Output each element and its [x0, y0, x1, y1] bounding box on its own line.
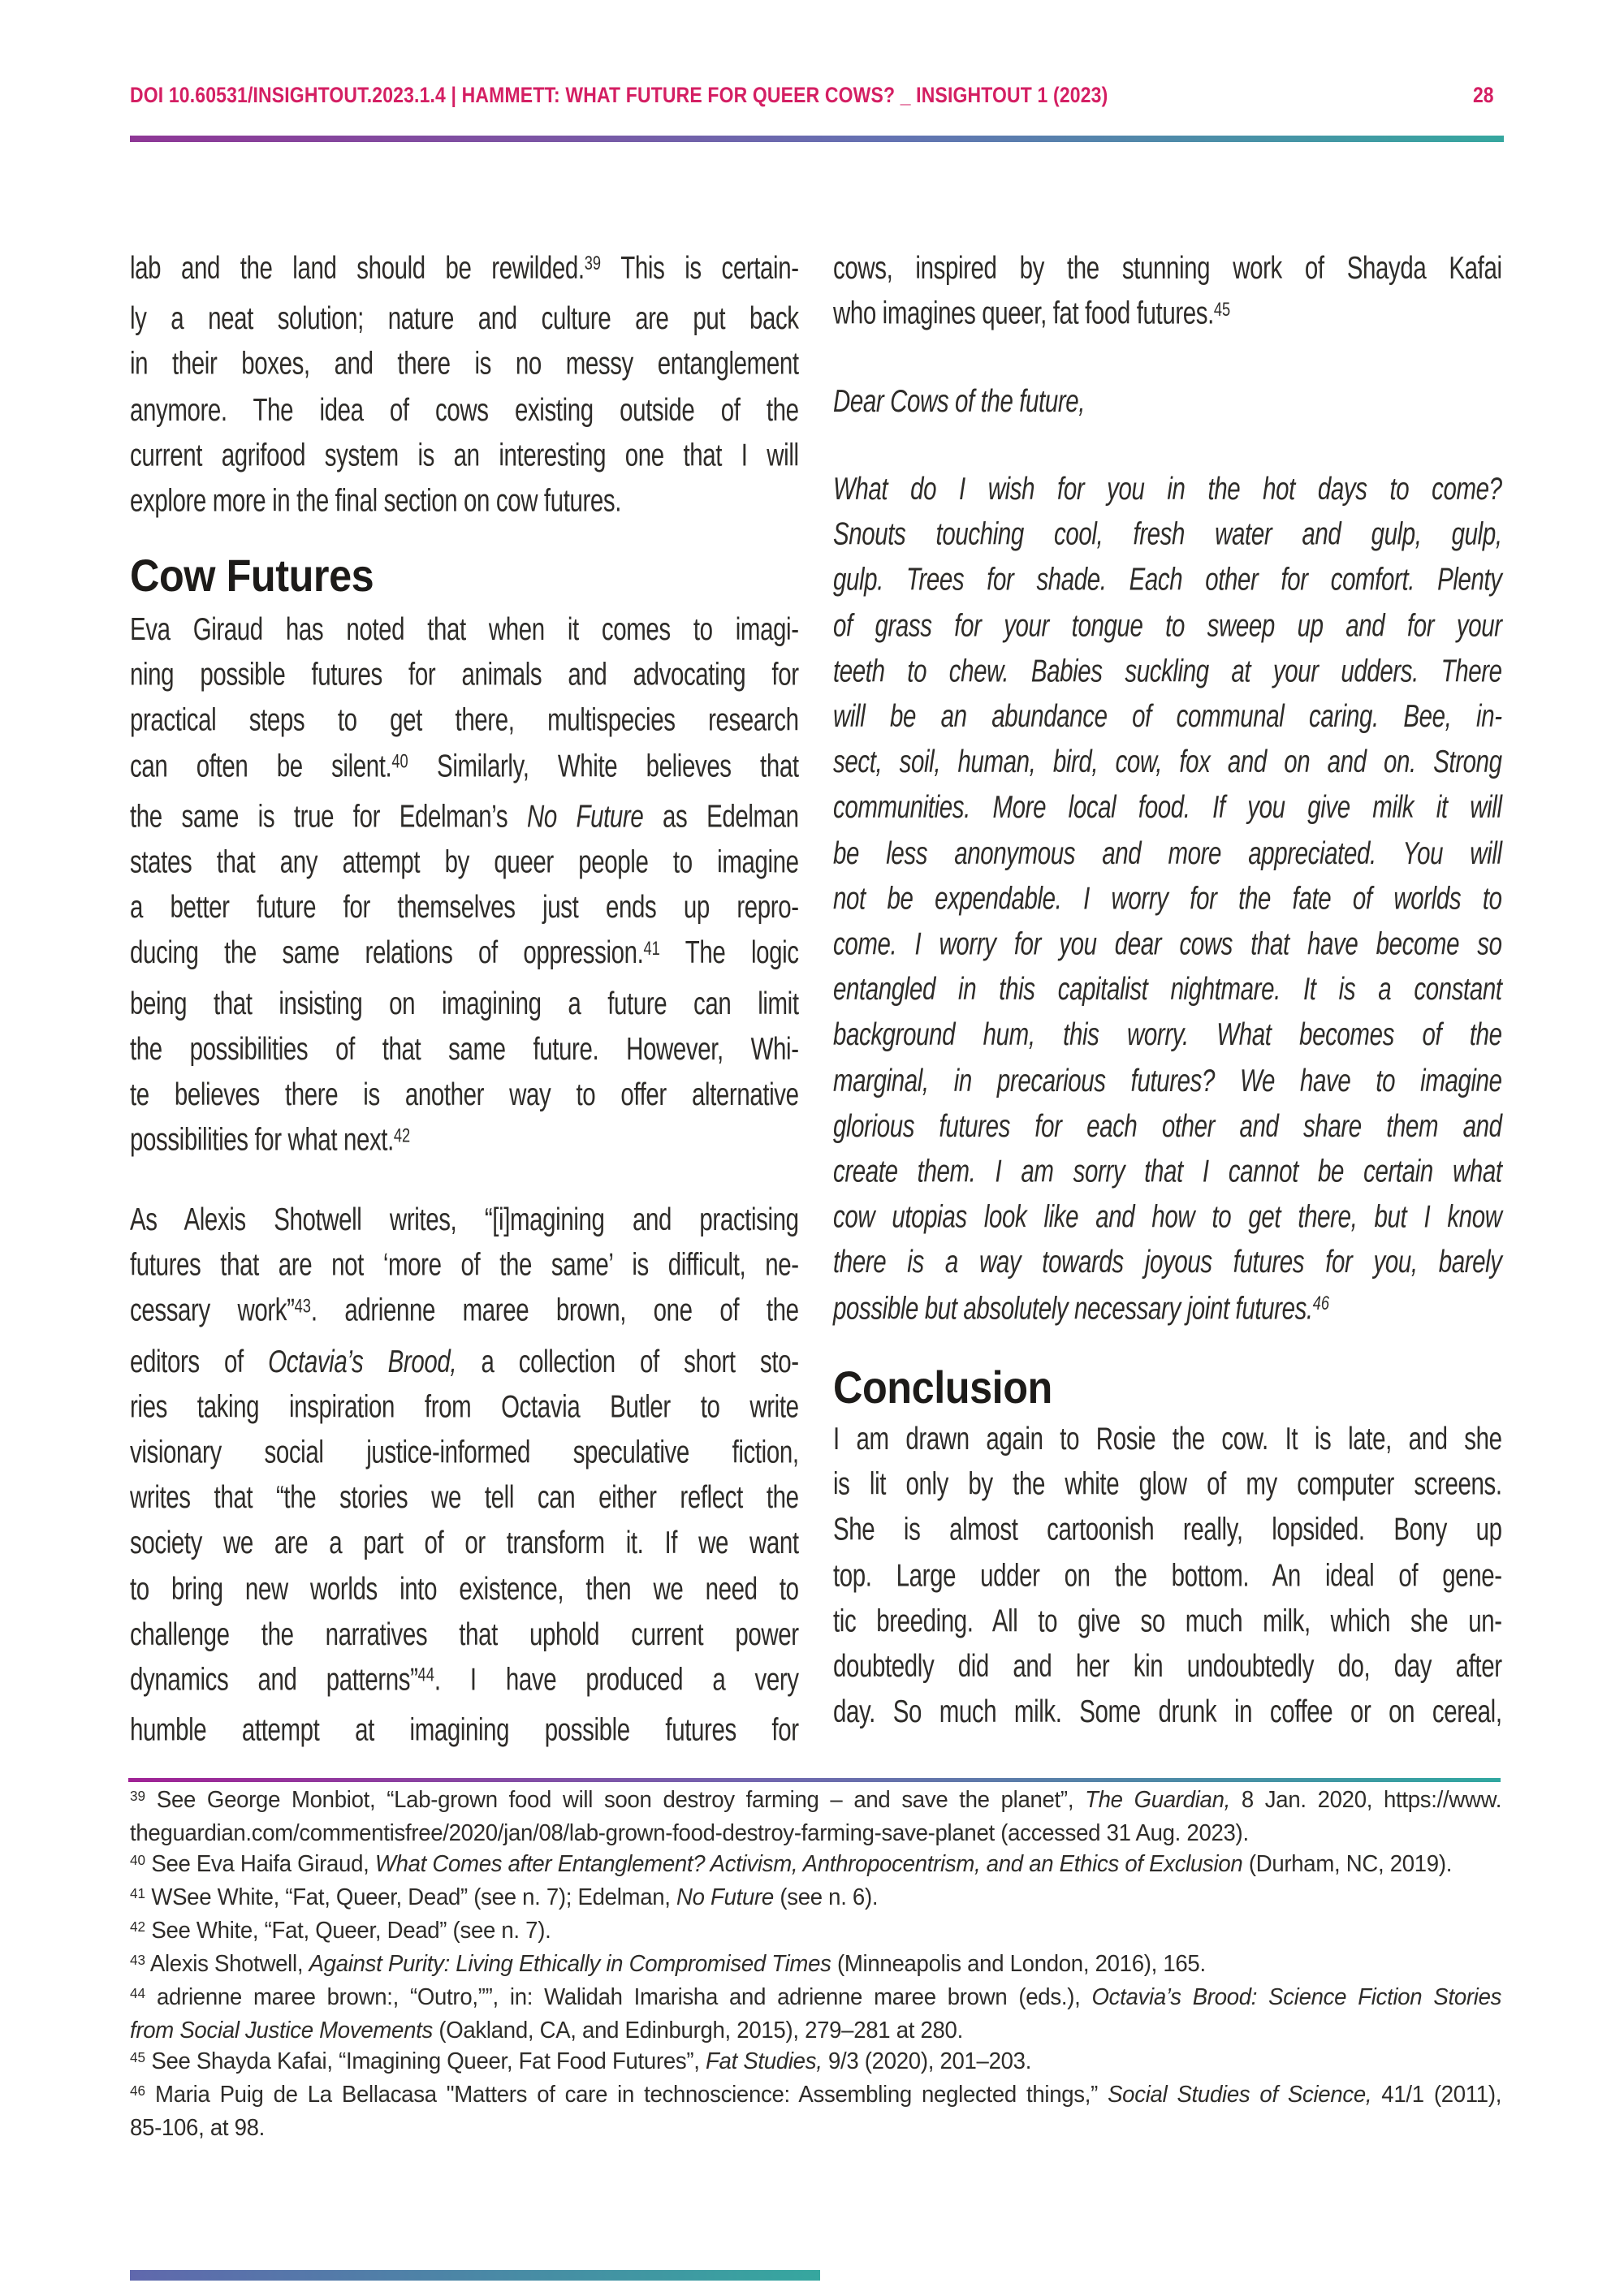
left-para-rewilded: lab and the land should be rewilded.$^{39}$ This is certain- ly a neat solution; nature and culture are put back in their boxes, and there is no messy entanglement anymore. The idea of cows existing outside of the current agrifood system is an interesting one that I will explore more in the final section on cow futures. — [130, 250, 799, 519]
right-para-cows-inspired: cows, inspired by the stunning work of Shayda Kafai who imagines queer, fat food futures.$^{45}$ — [833, 250, 1502, 331]
footnote-45: $^{45}$ See Shayda Kafai, “Imagining Queer, Fat Food Futures”, Fat Studies, 9/3 (2020), 201–203. — [130, 2048, 1032, 2074]
footnote-42: $^{42}$ See White, “Fat, Queer, Dead” (see n. 7). — [130, 1918, 551, 1944]
footnote-44: $^{44}$ adrienne maree brown:, “Outro,””, in: Walidah Imarisha and adrienne maree brown (eds.), Octavia’s Brood: Science Fiction Stories from Social Justice Movements (Oakland, CA, and Edinburgh, 2015), 279–281 at 280. — [130, 1984, 1502, 2044]
bottom-gradient-rule — [130, 2270, 820, 2281]
footnote-40: $^{40}$ See Eva Haifa Giraud, What Comes after Entanglement? Activism, Anthropocentrism, and an Ethics of Exclusion (Durham, NC, 2019). — [130, 1851, 1453, 1877]
footnote-43: $^{43}$ Alexis Shotwell, Against Purity: Living Ethically in Compromised Times (Minneapolis and London, 2016), 165. — [130, 1951, 1206, 1977]
letter-salutation-text: Dear Cows of the future, — [833, 383, 1086, 419]
footnote-46: $^{46}$ Maria Puig de La Bellacasa "Matters of care in technoscience: Assembling neglected things,” Social Studies of Science, 41/1 (2011), 85-106, at 98. — [130, 2082, 1502, 2141]
left-para-eva-giraud: Eva Giraud has noted that when it comes to imagi- ning possible futures for animals and advocating for practical steps to get there, multispecies research can often be silent.$^{40}$ Similarly, White believes that the same is true for Edelman’s No Future as Edelman states that any attempt by queer people to imagine a better future for themselves just ends up repro- ducing the same relations of oppression.$^{41}$ The logic being that insisting on imagining a future can limit the possibilities of that same future. However, Whi- te believes there is another way to offer alternative possibilities for what next.$^{42}$ — [130, 611, 799, 1158]
header-doi-line: DOI 10.60531/INSIGHTOUT.2023.1.4 | HAMMETT: WHAT FUTURE FOR QUEER COWS? _ INSIGHTOUT 1 (2023) — [130, 83, 1108, 107]
footnote-separator-rule — [128, 1778, 1501, 1782]
footnotes-block — [130, 1785, 1501, 2143]
letter-salutation — [833, 378, 1502, 424]
footnote-41: $^{41}$ WSee White, “Fat, Queer, Dead” (see n. 7); Edelman, No Future (see n. 6). — [130, 1884, 879, 1910]
heading-conclusion: Conclusion — [833, 1362, 1052, 1413]
footnote-39: $^{39}$ See George Monbiot, “Lab-grown food will soon destroy farming – and save the planet”, The Guardian, 8 Jan. 2020, https://www. theguardian.com/commentisfree/2020/jan/08/lab-grown-food-destroy-farming-save-planet (accessed 31 Aug. 2023). — [130, 1787, 1502, 1846]
top-gradient-rule — [130, 136, 1504, 142]
left-para-shotwell: As Alexis Shotwell writes, “[i]magining and practising futures that are not ‘more of the same’ is difficult, ne- cessary work”$^{43}$. adrienne maree brown, one of the editors of Octavia’s Brood, a collection of short sto- ries taking inspiration from Octavia Butler to write visionary social justice-informed speculative fiction, writes that “the stories we tell can either reflect the society we are a part of or transform it. If we want to bring new worlds into existence, then we need to challenge the narratives that uphold current power dynamics and patterns”$^{44}$. I have produced a very humble attempt at imagining possible futures for — [130, 1202, 799, 1748]
letter-body: What do I wish for you in the hot days to come? Snouts touching cool, fresh water and gulp, gulp, gulp. Trees for shade. Each other for comfort. Plenty of grass for your tongue to sweep up and for your teeth to chew. Babies suckling at your udders. There will be an abundance of communal caring. Bee, in- sect, soil, human, bird, cow, fox and on and on. Strong communities. More local food. If you give milk it will be less anonymous and more appreciated. You will not be expendable. I worry for the fate of worlds to come. I worry for you dear cows that have become so entangled in this capitalist nightmare. It is a constant background hum, this worry. What becomes of the marginal, in precarious futures? We have to imagine glorious futures for each other and share them and create them. I am sorry that I cannot be certain what cow utopias look like and how to get there, but I know there is a way towards joyous futures for you, barely possible but absolutely necessary joint futures.$^{46}$ — [833, 471, 1502, 1326]
right-para-conclusion: I am drawn again to Rosie the cow. It is late, and she is lit only by the white glow of my computer screens. She is almost cartoonish really, lopsided. Bony up top. Large udder on the bottom. An ideal of gene- tic breeding. All to give so much milk, which she un- doubtedly did and her kin undoubtedly do, day after day. So much milk. Some drunk in coffee or on cereal, — [833, 1421, 1502, 1729]
heading-cow-futures: Cow Futures — [130, 550, 374, 601]
page-number: 28 — [1473, 83, 1494, 107]
